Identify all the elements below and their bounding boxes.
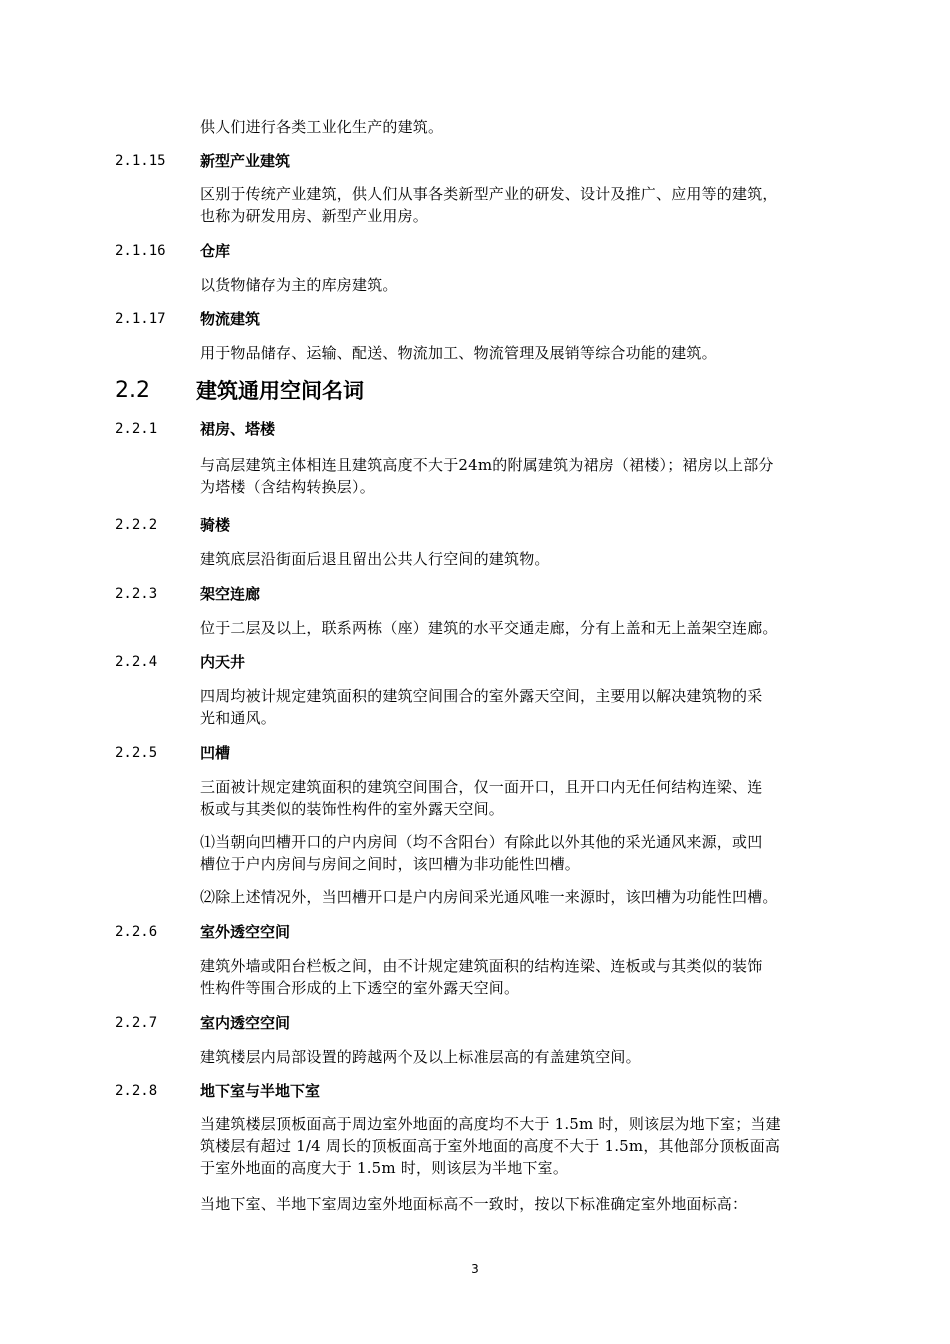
paragraph-line: 与高层建筑主体相连且建筑高度不大于24m的附属建筑为裙房（裙楼）；裙房以上部分 — [200, 456, 774, 474]
paragraph-line: 筑楼层有超过 1/4 周长的顶板面高于室外地面的高度不大于 1.5m，其他部分顶板面高 — [200, 1137, 781, 1155]
clause-title: 架空连廊 — [200, 585, 261, 603]
body-paragraph — [200, 274, 850, 296]
section-title: 建筑通用空间名词 — [196, 379, 364, 403]
body-paragraph — [200, 617, 850, 639]
paragraph-line: 当地下室、半地下室周边室外地面标高不一致时，按以下标准确定室外地面标高： — [200, 1195, 748, 1213]
paragraph-line: 用于物品储存、运输、配送、物流加工、物流管理及展销等综合功能的建筑。 — [200, 344, 717, 362]
clause-number: 2.1.16 — [115, 243, 166, 259]
body-paragraph — [200, 183, 850, 227]
body-paragraph — [200, 116, 850, 138]
paragraph-line: 槽位于户内房间与房间之间时，该凹槽为非功能性凹槽。 — [200, 855, 581, 873]
clause-title: 室外透空空间 — [200, 923, 291, 941]
clause-title: 新型产业建筑 — [200, 152, 291, 170]
clause-number: 2.2.7 — [115, 1015, 158, 1031]
clause-number: 2.1.15 — [115, 153, 166, 169]
body-paragraph — [200, 1046, 850, 1068]
clause-number: 2.2.5 — [115, 745, 158, 761]
paragraph-line: 建筑楼层内局部设置的跨越两个及以上标准层高的有盖建筑空间。 — [200, 1048, 641, 1066]
clause-number: 2.2.6 — [115, 924, 158, 940]
body-paragraph — [200, 454, 850, 498]
body-paragraph — [200, 1193, 850, 1215]
body-paragraph — [200, 1113, 850, 1179]
body-paragraph — [200, 886, 850, 908]
clause-number: 2.2.8 — [115, 1083, 158, 1099]
clause-title: 骑楼 — [200, 516, 231, 534]
clause-number: 2.1.17 — [115, 311, 166, 327]
paragraph-line: ⑴当朝向凹槽开口的户内房间（均不含阳台）有除此以外其他的采光通风来源，或凹 — [200, 833, 763, 851]
paragraph-line: 建筑底层沿街面后退且留出公共人行空间的建筑物。 — [200, 550, 550, 568]
body-paragraph — [200, 685, 850, 729]
paragraph-line: ⑵除上述情况外，当凹槽开口是户内房间采光通风唯一来源时，该凹槽为功能性凹槽。 — [200, 888, 778, 906]
paragraph-line: 四周均被计规定建筑面积的建筑空间围合的室外露天空间，主要用以解决建筑物的采 — [200, 687, 763, 705]
paragraph-line: 也称为研发用房、新型产业用房。 — [200, 207, 429, 225]
body-paragraph — [200, 955, 850, 999]
paragraph-line: 建筑外墙或阳台栏板之间，由不计规定建筑面积的结构连梁、连板或与其类似的装饰 — [200, 957, 763, 975]
paragraph-line: 位于二层及以上，联系两栋（座）建筑的水平交通走廊，分有上盖和无上盖架空连廊。 — [200, 619, 778, 637]
paragraph-line: 光和通风。 — [200, 709, 277, 727]
paragraph-line: 当建筑楼层顶板面高于周边室外地面的高度均不大于 1.5m 时，则该层为地下室；当建 — [200, 1115, 781, 1133]
clause-number: 2.2.4 — [115, 654, 158, 670]
clause-number: 2.2.3 — [115, 586, 158, 602]
clause-title: 物流建筑 — [200, 310, 261, 328]
clause-number: 2.2.1 — [115, 421, 158, 437]
clause-title: 内天井 — [200, 653, 246, 671]
clause-title: 凹槽 — [200, 744, 231, 762]
paragraph-line: 三面被计规定建筑面积的建筑空间围合，仅一面开口，且开口内无任何结构连梁、连 — [200, 778, 763, 796]
clause-title: 仓库 — [200, 242, 231, 260]
body-paragraph — [200, 831, 850, 875]
clause-title: 室内透空空间 — [200, 1014, 291, 1032]
page-number: 3 — [471, 1262, 479, 1276]
paragraph-line: 于室外地面的高度大于 1.5m 时，则该层为半地下室。 — [200, 1159, 569, 1177]
paragraph-line: 板或与其类似的装饰性构件的室外露天空间。 — [200, 800, 505, 818]
clause-number: 2.2.2 — [115, 517, 158, 533]
paragraph-line: 区别于传统产业建筑，供人们从事各类新型产业的研发、设计及推广、应用等的建筑， — [200, 185, 778, 203]
paragraph-line: 性构件等围合形成的上下透空的室外露天空间。 — [200, 979, 520, 997]
body-paragraph — [200, 548, 850, 570]
clause-title: 地下室与半地下室 — [200, 1082, 321, 1100]
body-paragraph — [200, 776, 850, 820]
section-number: 2.2 — [115, 378, 150, 403]
paragraph-line: 以货物储存为主的库房建筑。 — [200, 276, 398, 294]
clause-title: 裙房、塔楼 — [200, 420, 276, 438]
paragraph-line: 为塔楼（含结构转换层）。 — [200, 478, 375, 496]
body-paragraph — [200, 342, 850, 364]
paragraph-line: 供人们进行各类工业化生产的建筑。 — [200, 118, 444, 136]
